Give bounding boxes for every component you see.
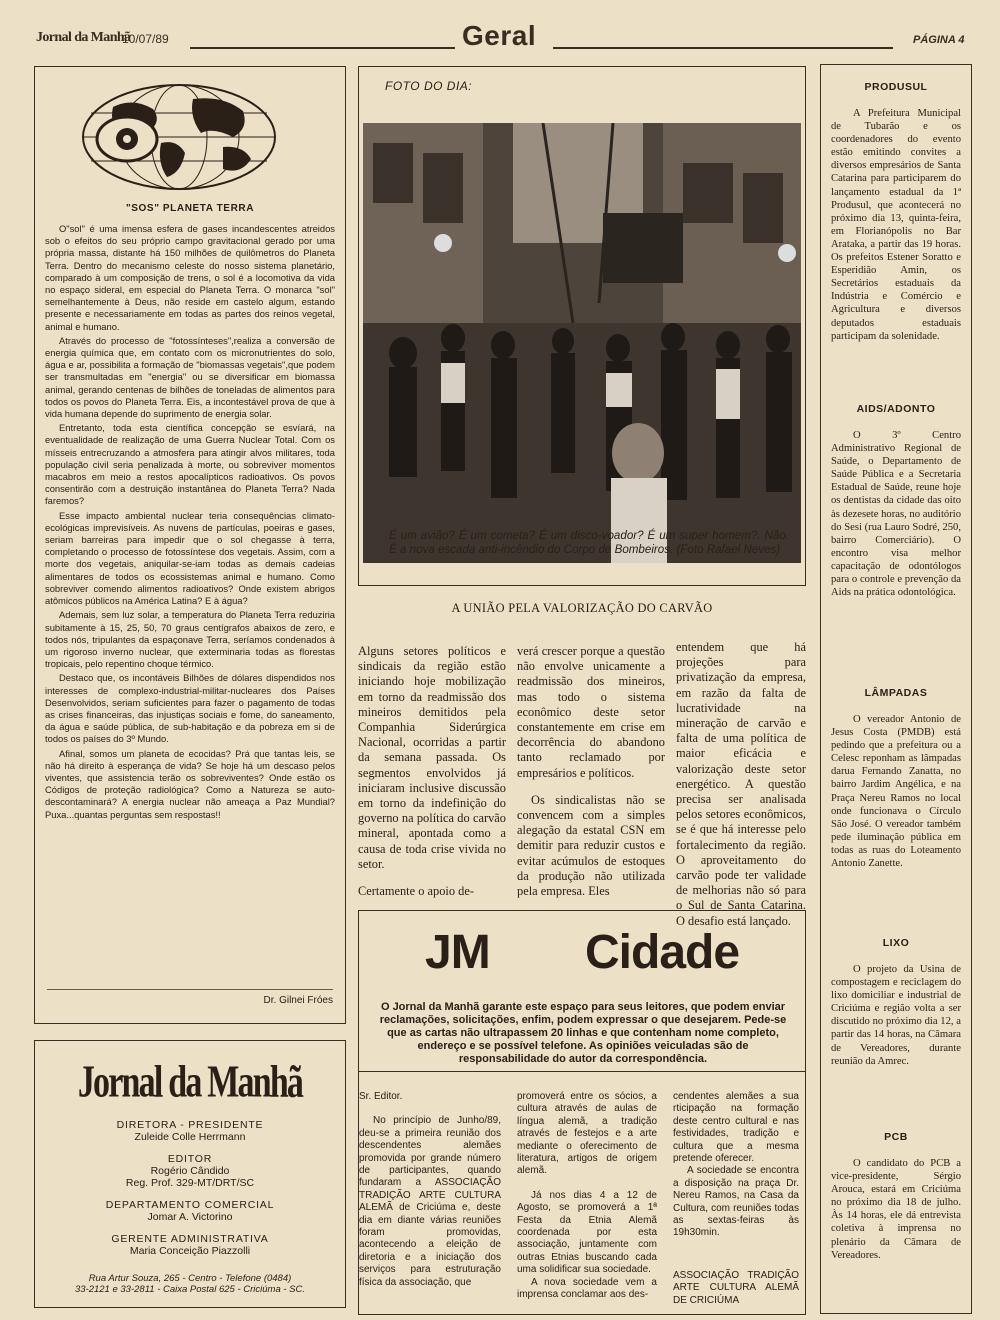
- brief-text: A Prefeitura Municipal de Tubarão e os coordenadores do evento estão emitindo convites a diversos empresários de Santa Catarina para participarem do lançamento estadual da 1ª Produsul, que acontecerá no próximo dia 13, quinta-feira, em Florianópolis no Bar Arataka, a partir das 19 horas. Os prefeitos Estener Soratto e Esperidião Amin, os Secretários estaduais da Indústria e Comércio e Agricultura e diversos deputados estaduais participam da solenidade.: [831, 108, 961, 342]
- brief-lampadas: [831, 687, 961, 870]
- header-logo: Jornal da Manhã: [36, 30, 131, 45]
- brief-produsul: [831, 81, 961, 343]
- address-line: Rua Artur Souza, 265 - Centro - Telefone (0484): [88, 1273, 292, 1284]
- sos-paragraph: Ademais, sem luz solar, a temperatura do Planeta Terra reduziria subitamente à 15, 25, 50, 70 graus centígrafos abaixos de zero, e todos nós, tripulantes da espaçonave Terra, seríamos condenados à um rigoroso inverno nuclear, que exterminaria todas as florestas tropicais, pelo repentino choque térmico.: [45, 609, 335, 670]
- carvao-col-2: [517, 644, 665, 899]
- sos-author-rule: [47, 989, 333, 990]
- brief-text: O projeto da Usina de compostagem e reciclagem do lixo domiciliar e industrial de Criciúma e região volta a ser discutido no próximo dia 12, a partir das 14 horas, na Câmara de Vereadores, durante reunião da Amrec.: [831, 964, 961, 1067]
- street-crowd-photo: [363, 123, 801, 563]
- brief-title: PRODUSUL: [864, 81, 928, 93]
- brief-title: PCB: [884, 1131, 908, 1143]
- role-name: Zuleide Colle Herrmann: [134, 1131, 246, 1143]
- brief-title: LÂMPADAS: [864, 687, 928, 699]
- header-rule-left: [190, 47, 455, 49]
- letter-col-3: [673, 1091, 799, 1307]
- brief-title: LIXO: [882, 937, 910, 949]
- brief-lixo: [831, 937, 961, 1068]
- letter-salutation: Sr. Editor.: [359, 1091, 403, 1102]
- sos-author: Dr. Gilnei Fróes: [263, 995, 333, 1006]
- sos-globe-logo: [73, 77, 285, 197]
- letter-paragraph: promoverá entre os sócios, a cultura através de aulas de língua alemã, a tradição através de festejos e a arte mediante o oferecimento de literatura, artigos de origem alemã.: [517, 1091, 657, 1177]
- sos-body: [45, 223, 335, 823]
- sos-paragraph: Destaco que, os incontáveis Bilhões de dólares dispendidos nos interesses de complexo-industrial-militar-nucleares dos Países Desenvolvidos, seriam suficientes para fazer o pagamento de todas as crises financeiras, das injustiças sociais e fome, do saneamento, da água e saúde pública, de sub-habitação e da pobreza em si de todos os países do 3º Mundo.: [45, 672, 335, 745]
- page-number: PÁGINA 4: [913, 34, 965, 46]
- masthead-roles: [35, 1119, 345, 1257]
- carvao-col-3: [676, 640, 806, 929]
- letter-paragraph: No princípio de Junho/89, deu-se a primeira reunião dos descendentes alemães promovida por grande número de participantes, quando fundaram a ASSOCIAÇÃO TRADIÇÃO ARTE CULTURA ALEMÃ de Criciúma e, deste dia em diante várias reuniões foram promovidas, acontecendo a eleição de diretoria e a iniciação dos serviços para estruturação física da associação, que: [359, 1115, 501, 1288]
- masthead-box: [34, 1040, 346, 1308]
- carvao-paragraph: Alguns setores políticos e sindicais da região estão iniciando hoje mobilização em torno da readmissão dos mineiros demitidos pela Companhia Siderúrgica Nacional, ocorridas a partir da semana passada. Os segmentos envolvidos já iniciaram inclusive discussão em torno da indefinição do governo na política do carvão mineral, apontada como a causa de toda crise vivida no setor.: [358, 644, 506, 871]
- role-title: DEPARTAMENTO COMERCIAL: [105, 1199, 275, 1211]
- role-name: Maria Conceição Piazzolli: [129, 1245, 251, 1257]
- role-name: Jomar A. Victorino: [147, 1211, 233, 1223]
- jm-cidade-rule: [359, 1071, 805, 1072]
- photo-caption: É um avião? É um cometa? É um disco-voador? É um super homem?. Não. É a nova escada anti-incêndio do Corpo de Bombeiros. (Foto Rafael Neves): [389, 529, 789, 556]
- photo-box: [358, 66, 806, 586]
- right-column-box: [820, 64, 972, 1314]
- carvao-col-1: [358, 644, 506, 899]
- sos-paragraph: Afinal, somos um planeta de ecocidas? Prá que tantas leis, se não há direito à esperança de vida? Se hoje há um descaso pelos viventes, que assistencia terão os sobreviventes? Onde estão os Códigos de proteção radiológica? Como a Natureza se auto-descontaminará? A energia nuclear não ameaça a Paz Mundial? Puxa...quantas perguntas sem respostas!!: [45, 747, 335, 820]
- carvao-paragraph: entendem que há projeções para privatização da empresa, em razão da falta de lucratividade na mineração de carvão e falta de uma política de maior eficácia e valorização deste setor energético. A questão precisa ser analisada pelos setores econômicos, se é que há interesse pelo fortalecimento da região. O aproveitamento do carvão pode ter validade de melhorias não só para o Sul de Santa Catarina. O desafio está lançado.: [676, 640, 806, 928]
- letter-col-1: [359, 1091, 501, 1289]
- letter-paragraph: cendentes alemães a sua rticipação na formação deste centro cultural e nas festividades, tradição e cultura que a mesma pretende oferecer.: [673, 1091, 799, 1165]
- carvao-paragraph: Certamente o apoio de-: [358, 884, 474, 899]
- letter-paragraph: A nova sociedade vem a imprensa conclamar aos des-: [517, 1276, 657, 1301]
- brief-text: O candidato do PCB a vice-presidente, Sérgio Arouca, estará em Criciúma no próximo dia 18 de julho. Às 14 horas, ele dá entrevista coletiva à imprensa no plenário da Câmara de Vereadores.: [831, 1158, 961, 1261]
- letter-signature: ASSOCIAÇÃO TRADIÇÃO ARTE CULTURA ALEMÃ DE CRICIÚMA: [673, 1269, 799, 1306]
- sos-paragraph: O"sol" é uma imensa esfera de gases incandescentes atreidos sob o efeitos do seu próprio campo gravitacional gerado por uma própria massa, distante há 150 milhões de quilômetros do Planeta Terra. Dentro do mecanismo celeste do nosso sistema planetário, comparado à um composição de trens, o sol é a locomotiva da vida no espaço sideral, em especial do Planeta Terra. O monarca "sol" semelhantemente à Deus, não reside em castelo algum, estando presente e necessariamente em todas as partes dos reinos vegetal, animal e humano.: [45, 223, 335, 332]
- brief-aids: [831, 403, 961, 599]
- sos-paragraph: Esse impacto ambiental nuclear teria consequências climato-ecológicas imprevisíveis. As nuvens de partículas, poeiras e gases, seriam barreiras para impedir que o sol chegasse à terra, completando o processo de fotossíntese dos vegetais. Assim, com a morte dos vegetais, aniquilar-se-iam todas as demais cadeias alimentares de todos os ecossistemas animal e humano. Como sobreviver comendo alimentos radioativos? Onde existem abrigos atômicos públicos na América Latina? E à água?: [45, 509, 335, 607]
- jm-cidade-intro: O Jornal da Manhã garante este espaço para seus leitores, que podem enviar reclamações, solicitações, enfim, podem expressar o que desejarem. Pede-se que as cartas não ultrapassem 20 linhas e que contenham nome completo, endereço e se possível telefone. As opiniões veiculadas são de responsabilidade do autor da correspondência.: [379, 1001, 787, 1065]
- sos-title: "SOS" PLANETA TERRA: [125, 203, 255, 214]
- letter-col-2: [517, 1091, 657, 1302]
- masthead-address: [35, 1273, 345, 1295]
- role-title: DIRETORA - PRESIDENTE: [116, 1119, 264, 1131]
- letter-paragraph: Já nos dias 4 a 12 de Agosto, se promoverá a 1ª Festa da Etnia Alemã coordenada por esta associação, juntamente com outras Etnias buscando cada uma solidificar sua sociedade.: [517, 1189, 657, 1276]
- jm-cidade-title-left: JM: [425, 926, 490, 979]
- jm-cidade-box: [358, 910, 806, 1315]
- carvao-paragraph: verá crescer porque a questão não envolve unicamente a readmissão dos mineiros, mas todo o sistema econômico deste setor constantemente em crise em decorrência do abandono tanto reclamado por empresários e políticos.: [517, 644, 665, 780]
- letter-paragraph: A sociedade se encontra a disposição na praça Dr. Nereu Ramos, na Casa da Cultura, com reuniões todas as sextas-feiras às 19h30min.: [673, 1165, 799, 1239]
- photo-image: [363, 123, 801, 563]
- sos-article-box: [34, 66, 346, 1024]
- role-title: EDITOR: [167, 1153, 213, 1165]
- section-title: Geral: [462, 20, 537, 51]
- brief-text: O 3º Centro Administrativo Regional de Saúde, o Departamento de Saúde Pública e a Secretaria Estadual de Saúde, reune hoje os dentistas da cidade das oito às dezesete horas, no auditório do Sesi (rua Lauro Sodré, 250, bairro Comerciário). O encontro visa melhor capacitação de odontólogos para o controle e prevenção da Aids na prática odontológica.: [831, 430, 961, 599]
- address-line: 33-2121 e 33-2811 - Caixa Postal 625 - Criciúma - SC.: [74, 1284, 306, 1295]
- jm-cidade-title-right: Cidade: [585, 926, 740, 979]
- brief-title: AIDS/ADONTO: [856, 403, 936, 415]
- header-date: 10/07/89: [122, 32, 169, 46]
- carvao-paragraph: Os sindicalistas não se convencem com a simples alegação da estatal CSN em demitir para reduzir custos e evitar acúmulos de estoques da produção não utilizada pela empresa. Eles: [517, 792, 665, 899]
- header-rule-right: [553, 47, 893, 49]
- masthead-logo: Jornal da Manhã: [77, 1057, 303, 1108]
- role-name: Rogério Cândido: [150, 1165, 230, 1177]
- sos-paragraph: Através do processo de "fotossínteses",realiza a conversão de energia química que, em contato com os micronutrientes do solo, água e ar, possibilita a formação de "biomassas vegetais",que podem ser transmultadas em "energia" ou se diversificar em biomassa animal, gerando centenas de bilhões de toneladas de alimentos para todos os povos do Planeta Terra. Eis, a incontestável prova de que à vida humana depende do suprimento de energia solar.: [45, 334, 335, 420]
- sos-paragraph: Entretanto, toda esta científica concepção se esvíará, na eventualidade de realização de uma Guerra Nuclear Total. Com os mísseis entrecruzando a atmosfera para atingir alvos militares, toda população civil seria penalizada à morte, ou sobreviver momentos macabros em meio a restos apocalípticos radioativos. Os povos consentirão com a destruição instantânea do Planeta Terra? Nada faremos?: [45, 422, 335, 507]
- photo-label: FOTO DO DIA:: [385, 79, 473, 93]
- brief-text: O vereador Antonio de Jesus Costa (PMDB) está pedindo que a prefeitura ou a Celesc reponham as lâmpadas darua Fernando Zanatta, no bairro Jardim Angélica, e na Praça Nereu Ramos no local onde funcionava o Círculo São José. O vereador também pede iluminação pública em todas as ruas do Loteamento Antonio Zanette.: [831, 714, 961, 870]
- role-extra: Reg. Prof. 329-MT/DRT/SC: [125, 1177, 255, 1189]
- brief-pcb: [831, 1131, 961, 1262]
- role-title: GERENTE ADMINISTRATIVA: [111, 1233, 269, 1245]
- carvao-title: A UNIÃO PELA VALORIZAÇÃO DO CARVÃO: [451, 601, 713, 615]
